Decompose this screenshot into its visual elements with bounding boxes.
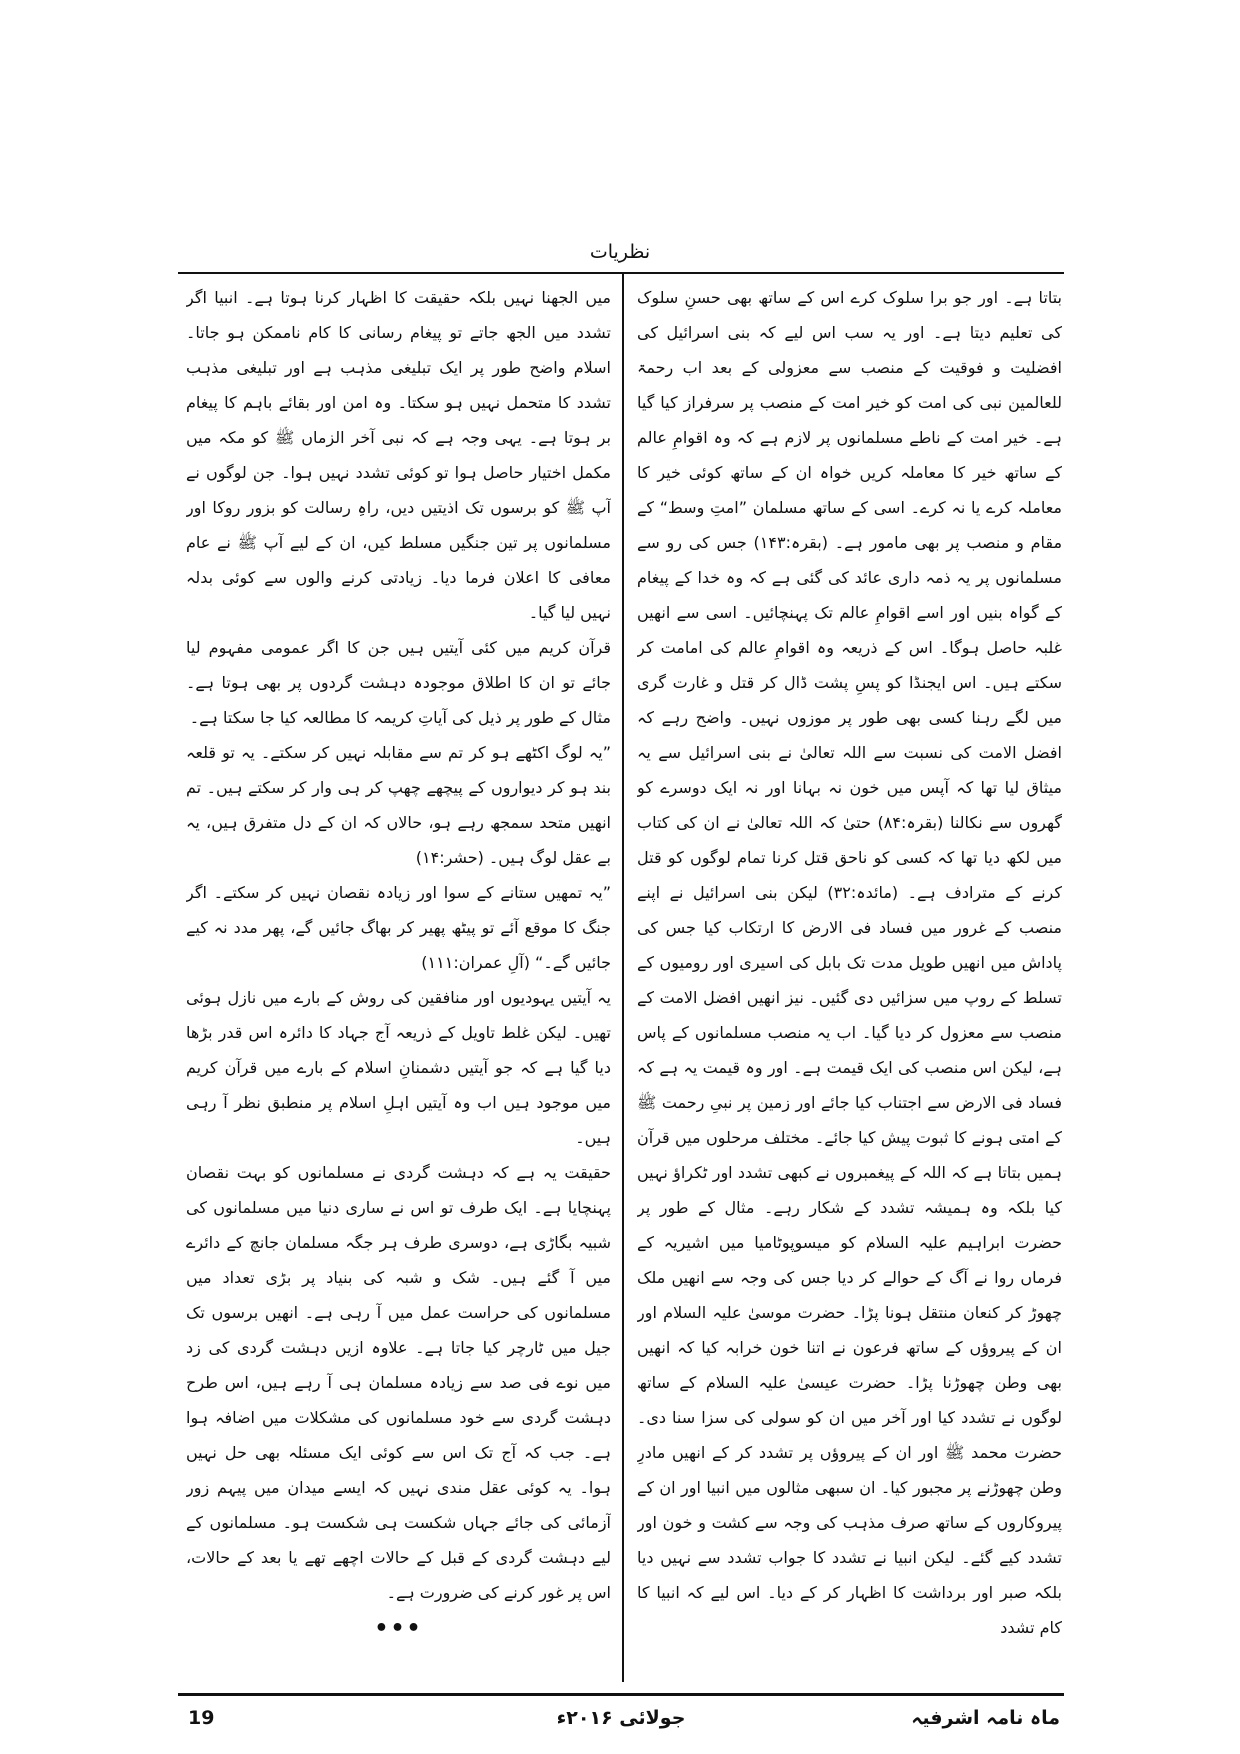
paragraph: قرآن کریم میں کئی آیتیں ہیں جن کا اگر عمومی مفہوم لیا جائے تو ان کا اطلاق موجودہ دہشت گردوں پر بھی ہوتا ہے۔ مثال کے طور پر ذیل کی آیاتِ کریمہ کا مطالعہ کیا جا سکتا ہے۔	[186, 638, 611, 727]
running-header-title: نظریات	[589, 241, 651, 263]
left-column	[186, 280, 611, 1680]
issue-date: جولائی ۲۰۱۶ء	[556, 1707, 686, 1729]
paragraph: حقیقت یہ ہے کہ دہشت گردی نے مسلمانوں کو بہت نقصان پہنچایا ہے۔ ایک طرف تو اس نے ساری دنیا میں مسلمانوں کی شبیہ بگاڑی ہے، دوسری طرف ہر جگہ مسلمان جانچ کے دائرے میں آ گئے ہیں۔ شک و شبہ کی بنیاد پر بڑی تعداد میں مسلمانوں کی حراست عمل میں آ رہی ہے۔ انھیں برسوں تک جیل میں ٹارچر کیا جاتا ہے۔ علاوہ ازیں دہشت گردی کی زد میں نوے فی صد سے زیادہ مسلمان ہی آ رہے ہیں، اس طرح دہشت گردی سے خود مسلمانوں کی مشکلات میں اضافہ ہوا ہے۔ جب کہ آج تک اس سے کوئی ایک مسئلہ بھی حل نہیں ہوا۔ یہ کوئی عقل مندی نہیں کہ ایسے میدان میں پیہم زور آزمائی کی جائے جہاں شکست ہی شکست ہو۔ مسلمانوں کے لیے دہشت گردی کے قبل کے حالات اچھے تھے یا بعد کے حالات، اس پر غور کرنے کی ضرورت ہے۔	[186, 1163, 611, 1602]
footer-rule	[178, 1693, 1064, 1696]
paragraph: بتاتا ہے۔ اور جو برا سلوک کرے اس کے ساتھ بھی حسنِ سلوک کی تعلیم دیتا ہے۔ اور یہ سب اس لیے کہ بنی اسرائیل کی افضلیت و فوقیت کے منصب سے معزولی کے بعد اب رحمۃ للعالمین نبی کی امت کو خیر امت کے منصب پر سرفراز کیا گیا ہے۔ خیر امت کے ناطے مسلمانوں پر لازم ہے کہ وہ اقوامِ عالم کے ساتھ خیر کا معاملہ کریں خواہ ان کے ساتھ کوئی خیر کا معاملہ کرے یا نہ کرے۔ اسی کے ساتھ مسلمان ”امتِ وسط“ کے مقام و منصب پر بھی مامور ہے۔ (بقرہ:۱۴۳) جس کی رو سے مسلمانوں پر یہ ذمہ داری عائد کی گئی ہے کہ وہ خدا کے پیغام کے گواہ بنیں اور اسے اقوامِ عالم تک پہنچائیں۔ اسی سے انھیں غلبہ حاصل ہوگا۔ اس کے ذریعہ وہ اقوامِ عالم کی امامت کر سکتے ہیں۔ اس ایجنڈا کو پسِ پشت ڈال کر قتل و غارت گری میں لگے رہنا کسی بھی طور پر موزوں نہیں۔ واضح رہے کہ افضل الامت کی نسبت سے اللہ تعالیٰ نے بنی اسرائیل سے یہ میثاق لیا تھا کہ آپس میں خون نہ بہانا اور نہ ایک دوسرے کو گھروں سے نکالنا (بقرہ:۸۴) حتیٰ کہ اللہ تعالیٰ نے ان کی کتاب میں لکھ دیا تھا کہ کسی کو ناحق قتل کرنا تمام لوگوں کو قتل کرنے کے مترادف ہے۔ (مائدہ:۳۲) لیکن بنی اسرائیل نے اپنے منصب کے غرور میں فساد فی الارض کا ارتکاب کیا جس کی پاداش میں انھیں طویل مدت تک بابل کی اسیری اور رومیوں کے تسلط کے روپ میں سزائیں دی گئیں۔ نیز انھیں افضل الامت کے منصب سے معزول کر دیا گیا۔ اب یہ منصب مسلمانوں کے پاس ہے، لیکن اس منصب کی ایک قیمت ہے۔ اور وہ قیمت یہ ہے کہ فساد فی الارض سے اجتناب کیا جائے اور زمین پر نبیِ رحمت ﷺ کے امتی ہونے کا ثبوت پیش کیا جائے۔ مختلف مرحلوں میں قرآن ہمیں بتاتا ہے کہ اللہ کے پیغمبروں نے کبھی تشدد اور ٹکراؤ نہیں کیا بلکہ وہ ہمیشہ تشدد کے شکار رہے۔ مثال کے طور پر حضرت ابراہیم علیہ السلام کو میسوپوٹامیا میں اشیریہ کے فرماں روا نے آگ کے حوالے کر دیا جس کی وجہ سے انھیں ملک چھوڑ کر کنعان منتقل ہونا پڑا۔ حضرت موسیٰ علیہ السلام اور ان کے پیروؤں کے ساتھ فرعون نے اتنا خون خرابہ کیا کہ انھیں بھی وطن چھوڑنا پڑا۔ حضرت عیسیٰ علیہ السلام کے ساتھ لوگوں نے تشدد کیا اور آخر میں ان کو سولی کی سزا سنا دی۔ حضرت محمد ﷺ اور ان کے پیروؤں پر تشدد کر کے انھیں مادرِ وطن چھوڑنے پر مجبور کیا۔ ان سبھی مثالوں میں انبیا اور ان کے پیروکاروں کے ساتھ صرف مذہب کی وجہ سے کشت و خون اور تشدد کیے گئے۔ لیکن انبیا نے تشدد کا جواب تشدد سے نہیں دیا بلکہ صبر اور برداشت کا اظہار کر کے دیا۔ اس لیے کہ انبیا کا کام تشدد	[637, 288, 1062, 1637]
right-column	[637, 280, 1062, 1680]
page-number: 19	[188, 1707, 215, 1729]
page-footer	[178, 1700, 1064, 1736]
article-end-marker: •••	[374, 1616, 423, 1641]
quote-paragraph: ”یہ لوگ اکٹھے ہو کر تم سے مقابلہ نہیں کر سکتے۔ یہ تو قلعہ بند ہو کر دیواروں کے پیچھے چھپ کر ہی وار کر سکتے ہیں۔ تم انھیں متحد سمجھ رہے ہو، حالاں کہ ان کے دل متفرق ہیں، یہ بے عقل لوگ ہیں۔ (حشر:۱۴)	[186, 743, 611, 867]
paragraph: یہ آیتیں یہودیوں اور منافقین کی روش کے بارے میں نازل ہوئی تھیں۔ لیکن غلط تاویل کے ذریعہ آج جہاد کا دائرہ اس قدر بڑھا دیا گیا ہے کہ جو آیتیں دشمنانِ اسلام کے بارے میں قرآن کریم میں موجود ہیں اب وہ آیتیں اہلِ اسلام پر منطبق نظر آ رہی ہیں۔	[186, 988, 611, 1147]
quote-paragraph: ”یہ تمھیں ستانے کے سوا اور زیادہ نقصان نہیں کر سکتے۔ اگر جنگ کا موقع آئے تو پیٹھ پھیر کر بھاگ جائیں گے، پھر مدد نہ کیے جائیں گے۔“ (آلِ عمران:۱۱۱)	[186, 883, 611, 972]
paragraph: میں الجھنا نہیں بلکہ حقیقت کا اظہار کرنا ہوتا ہے۔ انبیا اگر تشدد میں الجھ جاتے تو پیغام رسانی کا کام ناممکن ہو جاتا۔ اسلام واضح طور پر ایک تبلیغی مذہب ہے اور تبلیغی مذہب تشدد کا متحمل نہیں ہو سکتا۔ وہ امن اور بقائے باہم کا پیغام بر ہوتا ہے۔ یہی وجہ ہے کہ نبی آخر الزماں ﷺ کو مکہ میں مکمل اختیار حاصل ہوا تو کوئی تشدد نہیں ہوا۔ جن لوگوں نے آپ ﷺ کو برسوں تک اذیتیں دیں، راہِ رسالت کو بزور روکا اور مسلمانوں پر تین جنگیں مسلط کیں، ان کے لیے آپ ﷺ نے عام معافی کا اعلان فرما دیا۔ زیادتی کرنے والوں سے کوئی بدلہ نہیں لیا گیا۔	[186, 288, 611, 622]
header-rule	[178, 272, 1064, 274]
magazine-name: ماہ نامہ اشرفیہ	[911, 1707, 1060, 1729]
column-divider	[622, 274, 624, 1682]
